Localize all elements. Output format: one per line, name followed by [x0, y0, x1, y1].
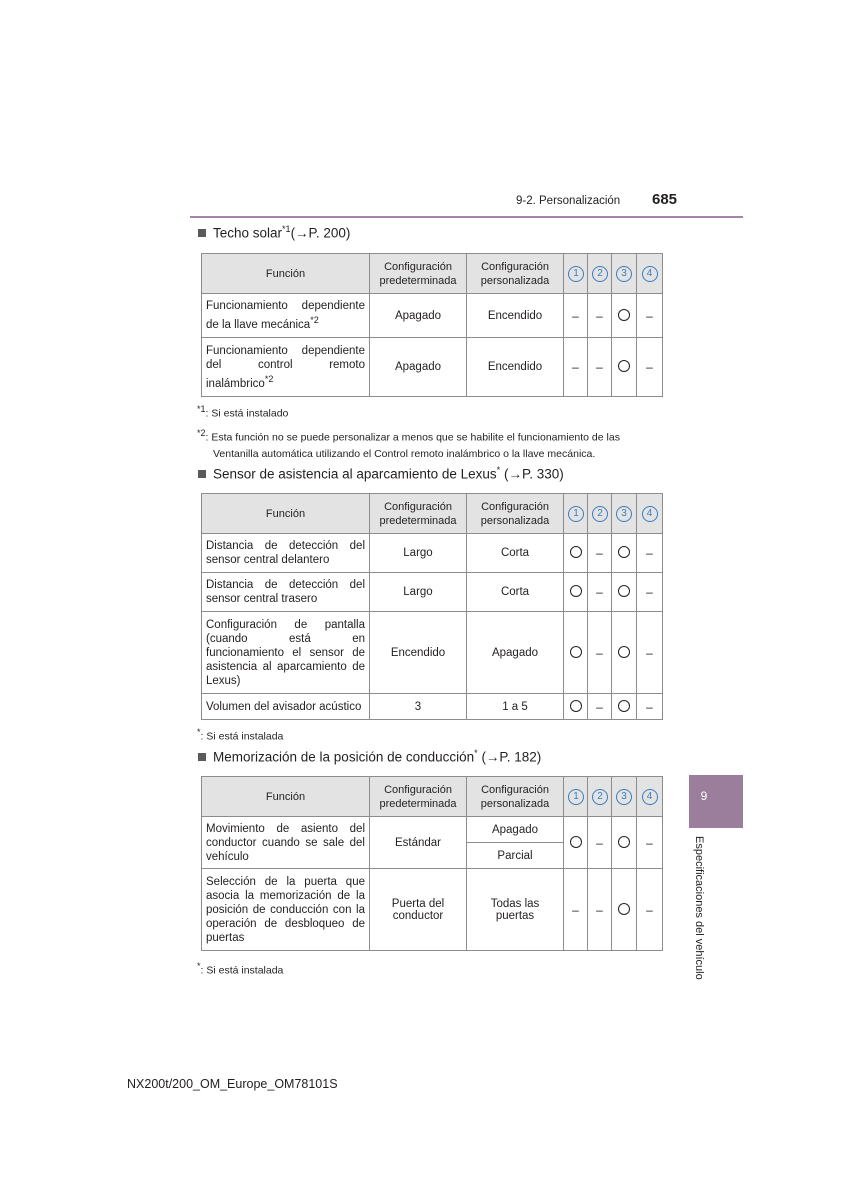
- heading-footnote-mark: *: [474, 748, 478, 758]
- footnote-text: : Esta función no se puede personalizar a menos que se habilite el funcionamiento de las: [205, 431, 620, 444]
- circled-number-3-icon: 3: [616, 266, 632, 282]
- cell-mark-1: –: [564, 338, 588, 397]
- header-section: 9-2. Personalización: [516, 195, 621, 207]
- table-memory-position: [201, 776, 663, 951]
- cell-mark-3: [612, 694, 637, 720]
- circled-number-2-icon: 2: [592, 266, 608, 282]
- table-row: [202, 573, 663, 612]
- table-row: [202, 612, 663, 694]
- cell-default: 3: [370, 694, 467, 720]
- footnote-1: [197, 401, 288, 422]
- cell-mark-2: –: [588, 573, 612, 612]
- col-header-default: Configuración predeterminada: [370, 777, 467, 817]
- table-parking-sensor: [201, 493, 663, 720]
- circled-number-1-icon: 1: [568, 266, 584, 282]
- circle-mark-icon: [570, 700, 582, 712]
- footnote-mark: *: [197, 961, 201, 971]
- circled-number-2-icon: 2: [592, 506, 608, 522]
- col-header-1: [564, 494, 588, 534]
- circle-mark-icon: [618, 903, 630, 915]
- cell-custom: Encendido: [467, 338, 564, 397]
- circle-mark-icon: [570, 585, 582, 597]
- cell-mark-2: –: [588, 694, 612, 720]
- cell-function: Volumen del avisador acústico: [202, 694, 370, 720]
- heading-footnote-mark: *: [496, 465, 501, 475]
- cell-mark-3: [612, 612, 637, 694]
- cell-function: Distancia de detección del sensor central delantero: [202, 534, 370, 573]
- heading-title: Sensor de asistencia al aparcamiento de Lexus: [213, 466, 497, 482]
- circled-number-3-icon: 3: [616, 789, 632, 805]
- col-header-default: Configuración predeterminada: [370, 254, 467, 294]
- col-header-4: [637, 494, 663, 534]
- table-header-row: [202, 777, 663, 817]
- cell-function: [202, 338, 370, 397]
- cell-default: Encendido: [370, 612, 467, 694]
- circled-number-1-icon: 1: [568, 506, 584, 522]
- col-header-4: [637, 254, 663, 294]
- col-header-3: [612, 777, 637, 817]
- circle-mark-icon: [618, 836, 630, 848]
- cell-function: [202, 294, 370, 338]
- cell-mark-4: –: [637, 294, 663, 338]
- cell-function: Configuración de pantalla (cuando está en funcionamiento el sensor de asistencia al aparcamiento de Lexus): [202, 612, 370, 694]
- footnote-mark: *2: [264, 373, 274, 384]
- cell-mark-2: –: [588, 817, 612, 869]
- footnote-mark: *: [197, 727, 201, 737]
- cell-mark-3: [612, 869, 637, 951]
- cell-mark-4: –: [637, 534, 663, 573]
- cell-mark-1: [564, 612, 588, 694]
- page-number: 685: [652, 191, 678, 208]
- footnote-mark: *1: [197, 404, 206, 414]
- col-header-function: Función: [202, 777, 370, 817]
- bullet-square-icon: [198, 753, 206, 761]
- circle-mark-icon: [618, 585, 630, 597]
- cell-custom: 1 a 5: [467, 694, 564, 720]
- col-header-2: [588, 777, 612, 817]
- header-rule: [190, 216, 743, 218]
- circle-mark-icon: [618, 546, 630, 558]
- col-header-3: [612, 254, 637, 294]
- cell-mark-4: –: [637, 573, 663, 612]
- footnote-2: [197, 425, 620, 462]
- footer-document-code: NX200t/200_OM_Europe_OM78101S: [127, 1077, 338, 1091]
- cell-mark-2: –: [588, 534, 612, 573]
- heading-title: Memorización de la posición de conducción: [213, 749, 475, 765]
- cell-default: Puerta del conductor: [370, 869, 467, 951]
- cell-mark-3: [612, 573, 637, 612]
- table-header-row: [202, 494, 663, 534]
- bullet-square-icon: [198, 229, 206, 237]
- col-header-custom: Configuración personalizada: [467, 777, 564, 817]
- heading-page-ref: (→P. 182): [481, 749, 542, 765]
- table-techo-solar: [201, 253, 663, 397]
- cell-mark-1: [564, 694, 588, 720]
- col-header-2: [588, 494, 612, 534]
- cell-mark-1: [564, 534, 588, 573]
- footnote: [197, 724, 283, 745]
- table-row: [202, 534, 663, 573]
- circle-mark-icon: [618, 360, 630, 372]
- table-row: [202, 338, 663, 397]
- cell-default: Largo: [370, 534, 467, 573]
- bullet-square-icon: [198, 470, 206, 478]
- cell-function: Selección de la puerta que asocia la memorización de la posición de conducción con la operación de desbloqueo de puertas: [202, 869, 370, 951]
- col-header-custom: Configuración personalizada: [467, 494, 564, 534]
- table-row: [202, 294, 663, 338]
- circle-mark-icon: [618, 646, 630, 658]
- circled-number-1-icon: 1: [568, 789, 584, 805]
- circled-number-3-icon: 3: [616, 506, 632, 522]
- cell-default: Apagado: [370, 338, 467, 397]
- footnote-text-line2: Ventanilla automática utilizando el Control remoto inalámbrico o la llave mecánica.: [213, 447, 596, 460]
- heading-page-ref: (→P. 330): [503, 466, 564, 482]
- circle-mark-icon: [570, 646, 582, 658]
- cell-default: Apagado: [370, 294, 467, 338]
- cell-custom: Todas las puertas: [467, 869, 564, 951]
- table-row: [202, 869, 663, 951]
- footnote-mark: *2: [310, 315, 319, 326]
- circle-mark-icon: [618, 700, 630, 712]
- cell-function: Distancia de detección del sensor central trasero: [202, 573, 370, 612]
- table-row: [202, 694, 663, 720]
- table-header-row: [202, 254, 663, 294]
- heading-page-ref: (→P. 200): [290, 225, 351, 241]
- section-heading-techo-solar: [198, 224, 350, 241]
- heading-footnote-mark: *1: [282, 224, 291, 234]
- chapter-number: 9: [700, 789, 708, 803]
- cell-mark-3: [612, 534, 637, 573]
- col-header-1: [564, 254, 588, 294]
- cell-mark-1: [564, 817, 588, 869]
- footnote-text: : Si está instalada: [200, 964, 284, 977]
- table-row: [202, 817, 663, 843]
- circle-mark-icon: [618, 309, 630, 321]
- cell-custom: Encendido: [467, 294, 564, 338]
- cell-mark-4: –: [637, 694, 663, 720]
- cell-mark-4: –: [637, 869, 663, 951]
- cell-function: Movimiento de asiento del conductor cuando se sale del vehículo: [202, 817, 370, 869]
- footnote-text: : Si está instalado: [205, 407, 289, 420]
- footnote: [197, 958, 283, 979]
- cell-mark-4: –: [637, 817, 663, 869]
- circled-number-4-icon: 4: [642, 506, 658, 522]
- col-header-default: Configuración predeterminada: [370, 494, 467, 534]
- col-header-custom: Configuración personalizada: [467, 254, 564, 294]
- cell-mark-2: –: [588, 612, 612, 694]
- footnote-text: : Si está instalada: [200, 730, 284, 743]
- cell-mark-1: [564, 573, 588, 612]
- cell-mark-3: [612, 817, 637, 869]
- section-heading-parking-sensor: [198, 465, 564, 482]
- col-header-function: Función: [202, 494, 370, 534]
- col-header-function: Función: [202, 254, 370, 294]
- cell-custom-b: Parcial: [467, 843, 564, 869]
- chapter-tab: [689, 775, 743, 828]
- section-heading-memory-position: [198, 748, 541, 765]
- circle-mark-icon: [570, 546, 582, 558]
- cell-custom-a: Apagado: [467, 817, 564, 843]
- cell-custom: Apagado: [467, 612, 564, 694]
- cell-mark-4: –: [637, 338, 663, 397]
- circled-number-4-icon: 4: [642, 266, 658, 282]
- function-text: Funcionamiento dependiente de la llave mecánica: [206, 300, 365, 331]
- cell-default: Largo: [370, 573, 467, 612]
- cell-mark-3: [612, 294, 637, 338]
- heading-title: Techo solar: [213, 225, 283, 241]
- circled-number-4-icon: 4: [642, 789, 658, 805]
- cell-mark-1: –: [564, 869, 588, 951]
- cell-default: Estándar: [370, 817, 467, 869]
- chapter-label: Especificaciones del vehículo: [693, 836, 705, 980]
- cell-mark-3: [612, 338, 637, 397]
- cell-mark-2: –: [588, 294, 612, 338]
- col-header-2: [588, 254, 612, 294]
- circle-mark-icon: [570, 836, 582, 848]
- cell-mark-4: –: [637, 612, 663, 694]
- col-header-4: [637, 777, 663, 817]
- col-header-1: [564, 777, 588, 817]
- cell-mark-2: –: [588, 869, 612, 951]
- cell-custom: Corta: [467, 573, 564, 612]
- cell-mark-1: –: [564, 294, 588, 338]
- cell-custom: Corta: [467, 534, 564, 573]
- circled-number-2-icon: 2: [592, 789, 608, 805]
- footnote-mark: *2: [197, 428, 206, 438]
- function-text: Funcionamiento dependiente del control remoto inalámbrico: [206, 344, 365, 390]
- cell-mark-2: –: [588, 338, 612, 397]
- col-header-3: [612, 494, 637, 534]
